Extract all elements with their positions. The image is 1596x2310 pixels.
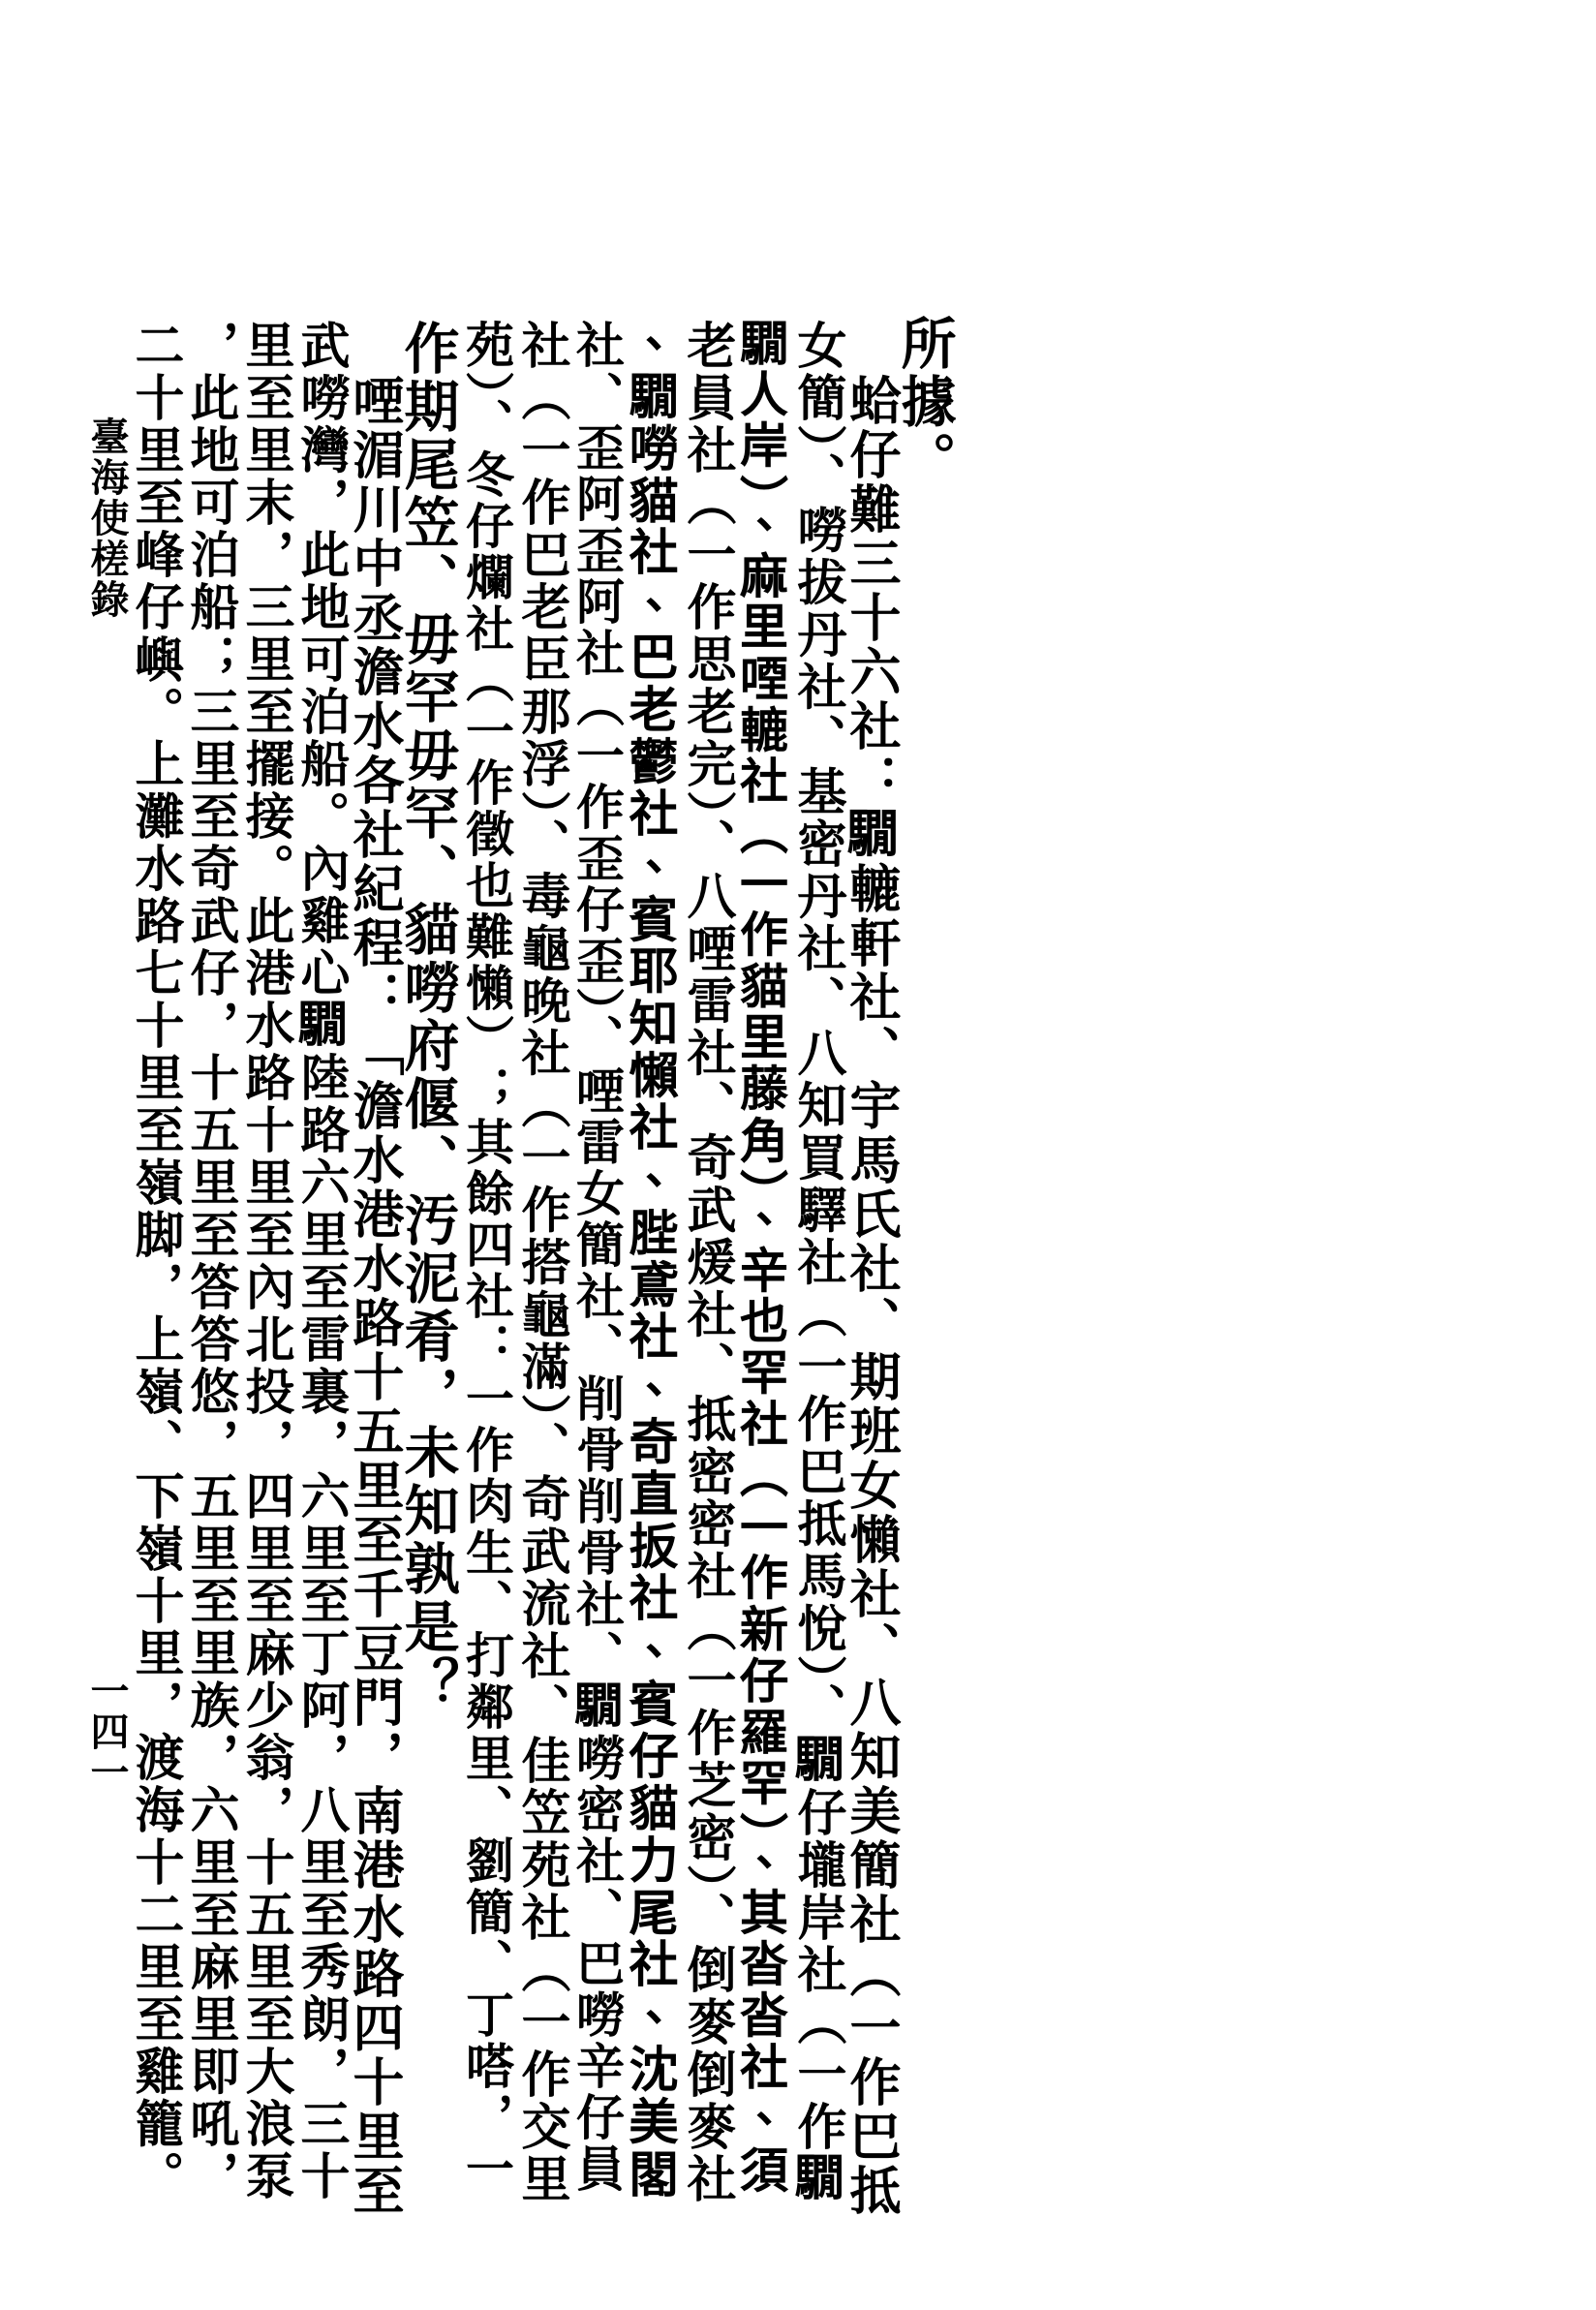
text-column: ，此地可泊船；三里至奇武仔，十五里至答答悠，五里至里族，六里至麻里即吼， [181,320,239,2202]
text-column: 作期尾笠、毋罕毋罕、貓嘮府偃、汚泥肴，未知孰是？ [395,320,460,1714]
text-column: 𩦂人岸）、麻里㖶轆社（一作貓里藤角）、辛也罕社（一作新仔羅罕）、其沓沓社、須 [734,320,791,2198]
text-column: 女簡）、嘮拔丹社、基密丹社、八知買驛社（一作巴抵馬悅）、𩦂仔壠岸社（一作𩦂 [788,320,846,2205]
text-column: 蛤仔難三十六社：𩦂轆軒社、宇馬氏社、期班女懶社、八知美簡社（一作巴抵 [842,320,902,2218]
text-column: 所據。 [892,315,957,489]
text-column: 社（一作巴老臣那浮）、毒龜晚社（一作搭龜滿）、奇武流社、佳笠苑社（一作交里 [512,320,570,2205]
text-column: 老員社（一作思老完）、八㖶雷社、奇武煖社、抵密密社（一作芝密）、倒麥倒麥社 [678,320,736,2205]
text-column: 社、歪阿歪阿社（一作歪仔歪）、㖶雷女簡社、削骨削骨社、𩦂嘮密社、巴嘮辛仔員 [568,320,626,2195]
text-column: 、𩦂嘮貓社、巴老鬱社、賓耶知懶社、䏶鳶社、奇直扳社、賓仔貓力尾社、沈美閣 [623,320,681,2202]
text-column: 二十里至峰仔嶼。上灘水路七十里至嶺脚，上嶺、下嶺十里，渡海十二里至雞籠。 [126,320,184,2202]
book-title: 臺海使槎錄 [84,416,130,620]
text-column: 武嘮灣，此地可泊船。內雞心𩦂陸路六里至雷裏，六里至丁阿，八里至秀朗，三十 [292,320,350,2202]
text-column: 里至里末，三里至擺接。此港水路十里至內北投，四里至麻少翁，十五里至大浪泵 [236,320,294,2202]
text-column: 苑）、冬仔爛社（一作徵也難懶）；其餘四社：一作肉生、打鄰里、劉簡、丁嗒，一 [458,320,515,2195]
page-number: 一四一 [84,1671,130,1793]
text-column: 㖶湄川中丞澹水各社紀程：「澹水港水路十五里至千豆門，南港水路四十里至 [345,320,405,2218]
